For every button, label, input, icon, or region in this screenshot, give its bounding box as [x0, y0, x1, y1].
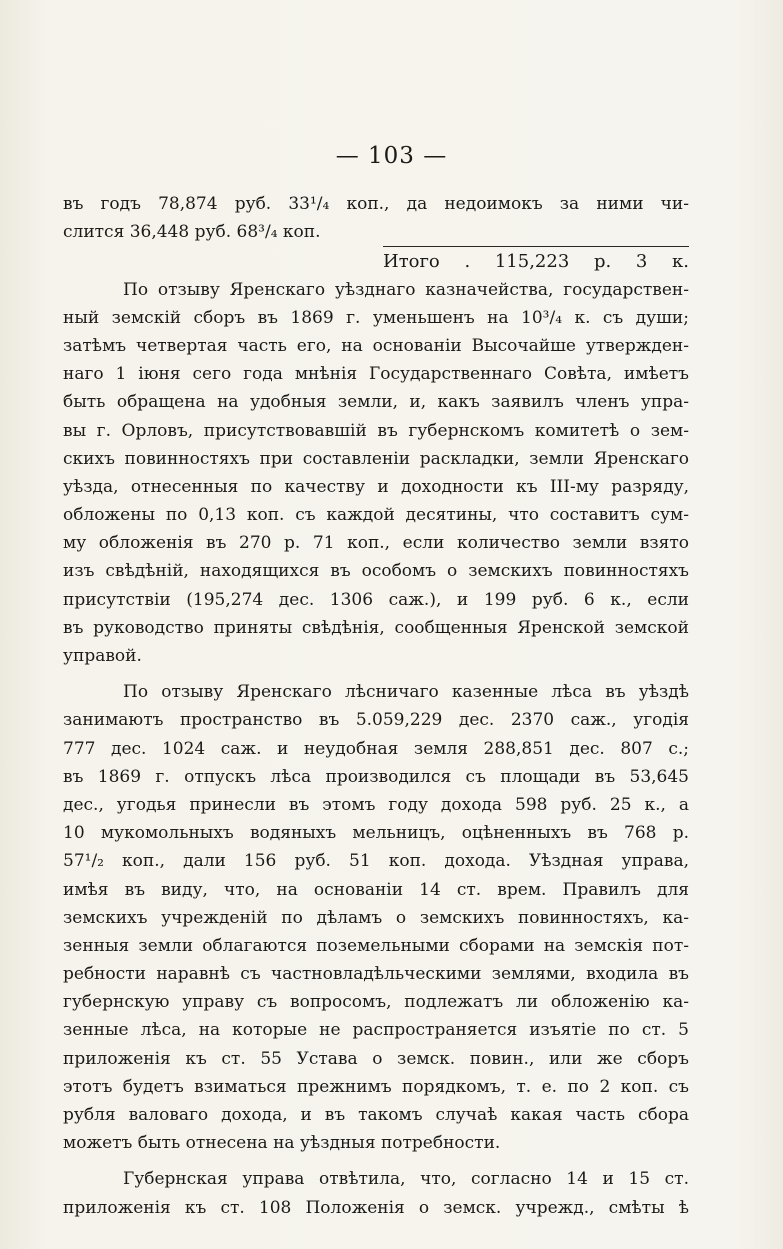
text-line: слится 36,448 руб. 68³/₄ коп. [63, 222, 321, 243]
text-line: ребности наравнѣ съ частновладѣльческими землями, входила въ [63, 964, 689, 985]
text-line: зенныя земли облагаются поземельными сборами на земскія пот- [63, 935, 689, 956]
text-line: дес., угодья принесли въ этомъ году дохода 598 руб. 25 к., а [63, 794, 689, 815]
text-line: Губернская управа отвѣтила, что, согласно 14 и 15 ст. [123, 1169, 689, 1190]
total-line: Итого . 115,223 р. 3 к. [383, 246, 689, 275]
text-line: По отзыву Яренскаго уѣзднаго казначейства, государствен- [123, 279, 689, 300]
text-line [63, 1194, 689, 1222]
text-line: можетъ быть отнесена на уѣздныя потребности. [63, 1133, 501, 1154]
text-line: зенные лѣса, на которые не распространяется изъятіе по ст. 5 [63, 1020, 689, 1041]
text-line: управой. [63, 646, 142, 666]
text-line: 777 дес. 1024 саж. и неудобная земля 288,851 дес. 807 с.; [63, 738, 689, 759]
page-number: — 103 — [335, 143, 448, 169]
text-line: По отзыву Яренскаго лѣсничаго казенные лѣса въ уѣздѣ [123, 682, 689, 703]
body-text [63, 190, 689, 1222]
text-line: ный земскій сборъ въ 1869 г. уменьшенъ на 10³/₄ к. съ души; [63, 307, 689, 328]
text-line: 57¹/₂ коп., дали 156 руб. 51 коп. дохода. Уѣздная управа, [63, 851, 689, 872]
text-line: присутствіи (195,274 дес. 1306 саж.), и 199 руб. 6 к., если [63, 589, 689, 610]
text-line: губернскую управу съ вопросомъ, подлежатъ ли обложенію ка- [63, 992, 689, 1013]
text-line: въ руководство приняты свѣдѣнія, сообщенныя Яренской земской [63, 617, 689, 638]
text-line: въ годъ 78,874 руб. 33¹/₄ коп., да недоимокъ за ними чи- [63, 194, 689, 214]
text-line: скихъ повинностяхъ при составленіи раскладки, земли Яренскаго [63, 448, 689, 469]
text-line: 10 мукомольныхъ водяныхъ мельницъ, оцѣненныхъ въ 768 р. [63, 823, 689, 844]
text-line: земскихъ учрежденій по дѣламъ о земскихъ повинностяхъ, ка- [63, 907, 689, 928]
text-line: приложенія къ ст. 55 Устава о земск. повин., или же сборъ [63, 1048, 689, 1069]
catchword: ѣ [678, 1197, 689, 1218]
text-line: наго 1 іюня сего года мнѣнія Государственнаго Совѣта, имѣетъ [63, 364, 689, 385]
text-line: въ 1869 г. отпускъ лѣса производился съ площади въ 53,645 [63, 766, 689, 787]
text-line: имѣя въ виду, что, на основаніи 14 ст. врем. Правилъ для [63, 879, 689, 900]
text-line: вы г. Орловъ, присутствовавшій въ губернскомъ комитетѣ о зем- [63, 420, 689, 441]
text-line: му обложенія въ 270 р. 71 коп., если количество земли взято [63, 533, 689, 554]
text-line: занимаютъ пространство въ 5.059,229 дес. 2370 саж., угодія [63, 710, 689, 731]
text-line: обложены по 0,13 коп. съ каждой десятины, что составитъ сум- [63, 505, 689, 526]
text-line: быть обращена на удобныя земли, и, какъ заявилъ членъ упра- [63, 392, 689, 413]
text-line: этотъ будетъ взиматься прежнимъ порядкомъ, т. е. по 2 коп. съ [63, 1076, 689, 1097]
text-line: затѣмъ четвертая часть его, на основаніи Высочайше утвержден- [63, 335, 689, 356]
text-line: рубля валоваго дохода, и въ такомъ случаѣ какая часть сбора [63, 1105, 689, 1125]
text-line: изъ свѣдѣній, находящихся въ особомъ о земскихъ повинностяхъ [63, 561, 689, 582]
text-line-content: приложенія къ ст. 108 Положенія о земск. учрежд., смѣты [63, 1197, 679, 1218]
text-line: уѣзда, отнесенныя по качеству и доходности къ III-му разряду, [63, 476, 689, 497]
